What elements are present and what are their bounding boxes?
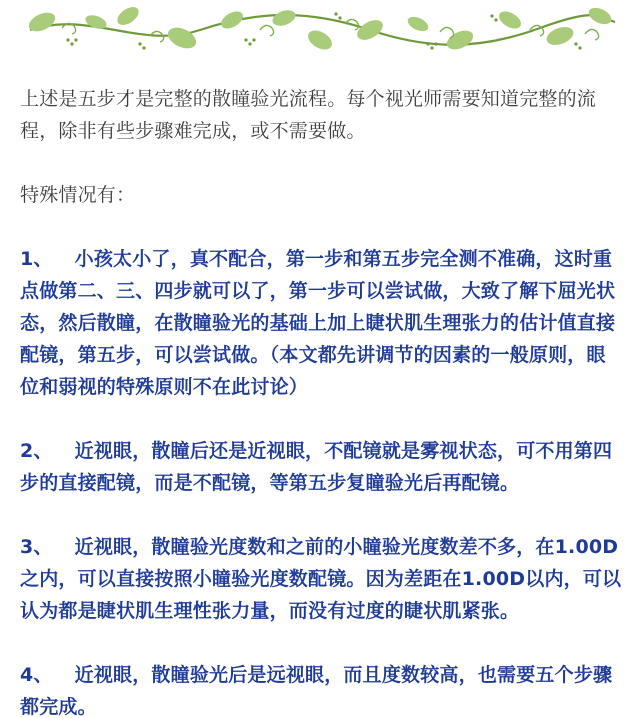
leaf-icon <box>26 3 614 53</box>
spacer <box>20 211 624 243</box>
spacer <box>20 627 624 659</box>
item-text: 近视眼，散瞳验光后是远视眼，而且度数较高，也需要五个步骤都完成。 <box>20 664 613 718</box>
item-number: 3、 <box>20 536 53 558</box>
item-number: 4、 <box>20 664 53 686</box>
vine-leaf-divider <box>0 0 640 60</box>
item-number: 2、 <box>20 440 53 462</box>
spacer <box>20 499 624 531</box>
intro-paragraph: 上述是五步才是完整的散瞳验光流程。每个视光师需要知道完整的流程，除非有些步骤难完成，或不需要做。 <box>20 88 597 142</box>
article-body <box>20 83 624 718</box>
item-text: 小孩太小了，真不配合，第一步和第五步完全测不准确，这时重点做第二、三、四步就可以了，第一步可以尝试做，大致了解下屈光状态，然后散瞳，在散瞳验光的基础上加上睫状肌生理张力的估计值直接配镜，第五步，可以尝试做。（本文都先讲调节的因素的一般原则，眼位和弱视的特殊原则不在此讨论） <box>20 248 616 398</box>
special-cases-heading: 特殊情况有： <box>20 184 136 206</box>
spacer <box>20 403 624 435</box>
item-text: 近视眼，散瞳验光度数和之前的小瞳验光度数差不多，在1.00D之内，可以直接按照小瞳验光度数配镜。因为差距在1.00D以内，可以认为都是睫状肌生理性张力量，而没有过度的睫状肌紧张。 <box>20 536 622 622</box>
special-case-item <box>20 435 624 499</box>
special-case-item <box>20 531 624 627</box>
spacer <box>20 147 624 179</box>
item-number: 1、 <box>20 248 53 270</box>
special-case-item <box>20 659 624 718</box>
special-case-item <box>20 243 624 403</box>
item-text: 近视眼，散瞳后还是近视眼，不配镜就是雾视状态，可不用第四步的直接配镜，而是不配镜，等第五步复瞳验光后再配镜。 <box>20 440 613 494</box>
